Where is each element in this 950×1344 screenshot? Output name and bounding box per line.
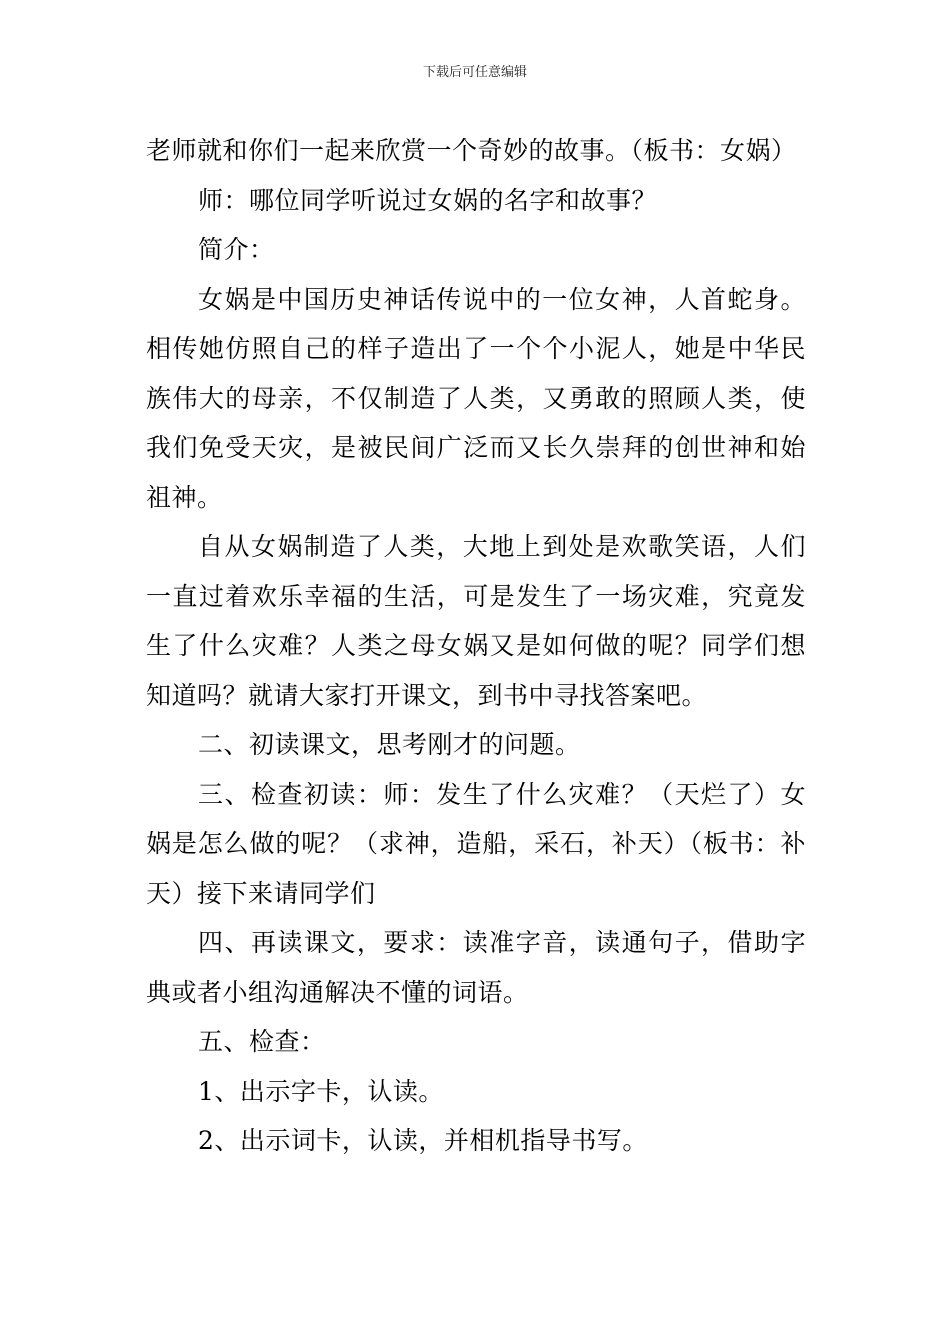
paragraph-item-one: 1、出示字卡，认读。 xyxy=(198,1076,444,1106)
paragraph-summary-heading: 简介： xyxy=(198,235,275,264)
paragraph-step-four: 四、再读课文，要求：读准字音，读通句子，借助字典或者小组沟通解决不懂的词语。 xyxy=(146,928,806,1007)
paragraph-item-two: 2、出示词卡，认读，并相机指导书写。 xyxy=(198,1126,648,1155)
paragraph-step-two: 二、初读课文，思考刚才的问题。 xyxy=(198,730,581,759)
paragraph-intro: 老师就和你们一起来欣赏一个奇妙的故事。（板书：女娲） xyxy=(146,136,797,165)
page-header: 下载后可任意编辑 xyxy=(422,65,527,80)
paragraph-teacher-question: 师：哪位同学听说过女娲的名字和故事？ xyxy=(198,185,658,215)
document-body xyxy=(146,126,806,1166)
paragraph-nuwa-summary: 女娲是中国历史神话传说中的一位女神，人首蛇身。相传她仿照自己的样子造出了一个个小泥人，她是中华民族伟大的母亲，不仅制造了人类，又勇敢的照顾人类，使我们免受天灾，是被民间广泛而又长久崇拜的创世神和始祖神。 xyxy=(146,284,806,512)
paragraph-story-lead: 自从女娲制造了人类，大地上到处是欢歌笑语，人们一直过着欢乐幸福的生活，可是发生了一场灾难，究竟发生了什么灾难？人类之母女娲又是如何做的呢？同学们想知道吗？就请大家打开课文，到书中寻找答案吧。 xyxy=(146,532,806,710)
paragraph-step-five: 五、检查： xyxy=(198,1027,326,1056)
paragraph-step-three: 三、检查初读：师：发生了什么灾难？（天烂了）女娲是怎么做的呢？（求神，造船，采石，补天）（板书：补天）接下来请同学们 xyxy=(146,779,806,908)
